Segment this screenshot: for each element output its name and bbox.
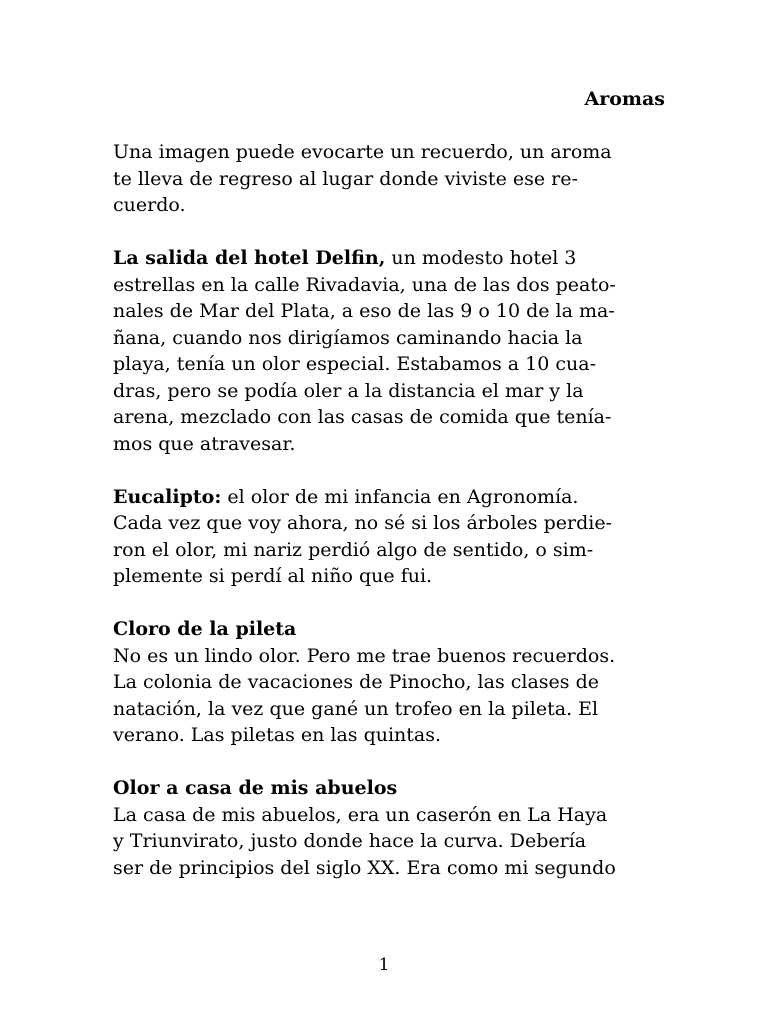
text-run: un modesto hotel 3: [385, 247, 577, 269]
document-page: [113, 86, 665, 908]
text-run: el olor de mi infancia en Agronomía.: [221, 485, 579, 508]
text-line: y Triunvirato, justo donde hace la curva. Debería: [113, 830, 587, 852]
page-number: 1: [378, 955, 390, 975]
text-line: La colonia de vacaciones de Pinocho, las clases de: [113, 671, 599, 693]
document-title: Aromas: [584, 88, 665, 110]
text-line: ser de principios del siglo XX. Era como mi segundo: [113, 856, 616, 879]
paragraph-intro: [113, 139, 665, 219]
text-line: [113, 245, 665, 272]
text-line: arena, mezclado con las casas de comida que tenía-: [113, 406, 612, 428]
paragraph-abuelos: [113, 775, 665, 881]
text-line: ron el olor, mi nariz perdió algo de sentido, o sim-: [113, 538, 594, 561]
text-line: [113, 484, 665, 511]
paragraph-eucalipto: [113, 484, 665, 590]
text-line: natación, la vez que gané un trofeo en la pileta. El: [113, 697, 599, 720]
text-line: Una imagen puede evocarte un recuerdo, un aroma: [113, 141, 612, 163]
section-heading: Cloro de la pileta: [113, 618, 297, 640]
paragraph-cloro: [113, 616, 665, 749]
text-line: Cada vez que voy ahora, no sé si los árboles perdie-: [113, 512, 612, 534]
text-line: playa, tenía un olor especial. Estabamos a 10 cua-: [113, 353, 596, 375]
section-heading: Eucalipto:: [113, 485, 222, 508]
text-line: No es un lindo olor. Pero me trae buenos recuerdos.: [113, 644, 616, 667]
text-line: mos que atravesar.: [113, 432, 296, 455]
text-line: te lleva de regreso al lugar donde viviste ese re-: [113, 167, 578, 190]
section-heading: La salida del hotel Delfin,: [113, 247, 386, 269]
text-line: nales de Mar del Plata, a eso de las 9 o 10 de la ma-: [113, 300, 615, 322]
text-line: estrellas en la calle Rivadavia, una de las dos peato-: [113, 273, 616, 296]
text-line: plemente si perdí al niño que fui.: [113, 565, 433, 587]
section-heading: Olor a casa de mis abuelos: [113, 777, 398, 799]
text-line: dras, pero se podía oler a la distancia el mar y la: [113, 379, 584, 402]
text-line: cuerdo.: [113, 194, 186, 216]
paragraph-hotel-delfin: [113, 245, 665, 457]
text-line: La casa de mis abuelos, era un caserón en La Haya: [113, 803, 608, 826]
text-line: verano. Las piletas en las quintas.: [113, 724, 442, 746]
text-line: ñana, cuando nos dirigíamos caminando hacia la: [113, 326, 583, 349]
